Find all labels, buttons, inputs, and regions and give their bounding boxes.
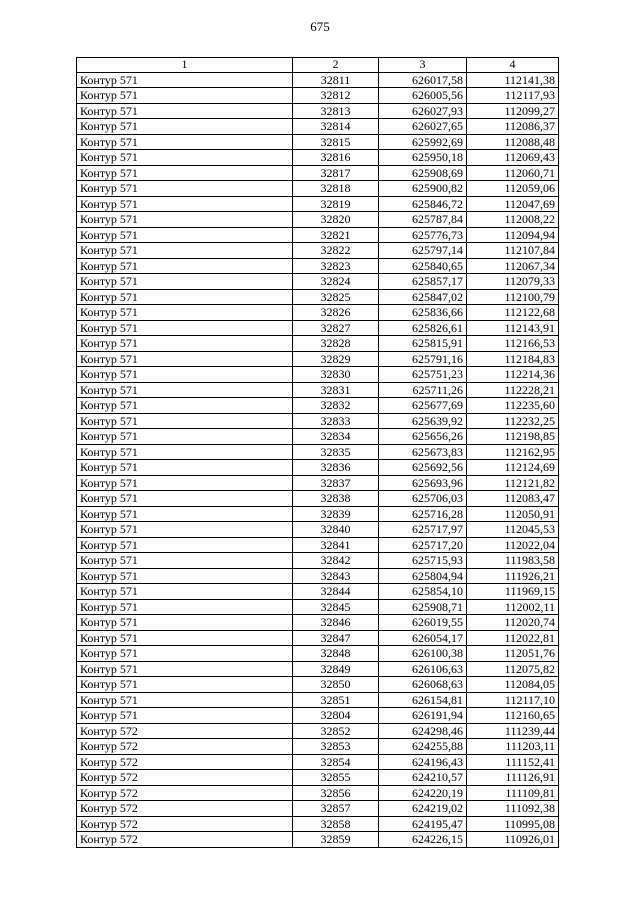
x-coordinate-cell: 626005,56 <box>379 88 467 104</box>
contour-name-cell: Контур 571 <box>77 491 293 507</box>
table-row <box>77 72 559 88</box>
point-number-cell: 32826 <box>293 305 379 321</box>
contour-name-cell: Контур 571 <box>77 382 293 398</box>
x-coordinate-cell: 625673,83 <box>379 444 467 460</box>
table-row <box>77 181 559 197</box>
y-coordinate-cell: 112084,05 <box>467 677 559 693</box>
point-number-cell: 32815 <box>293 134 379 150</box>
contour-name-cell: Контур 571 <box>77 677 293 693</box>
x-coordinate-cell: 626191,94 <box>379 708 467 724</box>
point-number-cell: 32858 <box>293 816 379 832</box>
table-row <box>77 88 559 104</box>
y-coordinate-cell: 112122,68 <box>467 305 559 321</box>
y-coordinate-cell: 111926,21 <box>467 568 559 584</box>
x-coordinate-cell: 625908,71 <box>379 599 467 615</box>
contour-name-cell: Контур 571 <box>77 568 293 584</box>
table-row <box>77 661 559 677</box>
table-row <box>77 150 559 166</box>
x-coordinate-cell: 626106,63 <box>379 661 467 677</box>
table-row <box>77 382 559 398</box>
x-coordinate-cell: 625711,26 <box>379 382 467 398</box>
table-row <box>77 165 559 181</box>
point-number-cell: 32812 <box>293 88 379 104</box>
table-row <box>77 336 559 352</box>
table-row <box>77 568 559 584</box>
x-coordinate-cell: 625716,28 <box>379 506 467 522</box>
table-row <box>77 258 559 274</box>
point-number-cell: 32830 <box>293 367 379 383</box>
y-coordinate-cell: 112086,37 <box>467 119 559 135</box>
table-row <box>77 739 559 755</box>
x-coordinate-cell: 625656,26 <box>379 429 467 445</box>
point-number-cell: 32833 <box>293 413 379 429</box>
point-number-cell: 32845 <box>293 599 379 615</box>
y-coordinate-cell: 110926,01 <box>467 832 559 848</box>
point-number-cell: 32837 <box>293 475 379 491</box>
x-coordinate-cell: 624226,15 <box>379 832 467 848</box>
y-coordinate-cell: 112099,27 <box>467 103 559 119</box>
y-coordinate-cell: 112022,81 <box>467 630 559 646</box>
table-row <box>77 754 559 770</box>
x-coordinate-cell: 625797,14 <box>379 243 467 259</box>
y-coordinate-cell: 112059,06 <box>467 181 559 197</box>
contour-name-cell: Контур 571 <box>77 119 293 135</box>
contour-name-cell: Контур 571 <box>77 413 293 429</box>
contour-name-cell: Контур 571 <box>77 661 293 677</box>
contour-name-cell: Контур 572 <box>77 723 293 739</box>
table-row <box>77 274 559 290</box>
y-coordinate-cell: 112162,95 <box>467 444 559 460</box>
point-number-cell: 32820 <box>293 212 379 228</box>
point-number-cell: 32827 <box>293 320 379 336</box>
x-coordinate-cell: 625908,69 <box>379 165 467 181</box>
contour-name-cell: Контур 571 <box>77 351 293 367</box>
table-row <box>77 351 559 367</box>
contour-name-cell: Контур 571 <box>77 646 293 662</box>
y-coordinate-cell: 111239,44 <box>467 723 559 739</box>
y-coordinate-cell: 110995,08 <box>467 816 559 832</box>
point-number-cell: 32817 <box>293 165 379 181</box>
y-coordinate-cell: 112124,69 <box>467 460 559 476</box>
point-number-cell: 32846 <box>293 615 379 631</box>
point-number-cell: 32855 <box>293 770 379 786</box>
contour-name-cell: Контур 572 <box>77 770 293 786</box>
contour-name-cell: Контур 571 <box>77 150 293 166</box>
y-coordinate-cell: 111203,11 <box>467 739 559 755</box>
x-coordinate-cell: 625815,91 <box>379 336 467 352</box>
x-coordinate-cell: 626054,17 <box>379 630 467 646</box>
y-coordinate-cell: 112184,83 <box>467 351 559 367</box>
point-number-cell: 32811 <box>293 72 379 88</box>
point-number-cell: 32838 <box>293 491 379 507</box>
table-row <box>77 320 559 336</box>
x-coordinate-cell: 626017,58 <box>379 72 467 88</box>
x-coordinate-cell: 624298,46 <box>379 723 467 739</box>
table-row <box>77 801 559 817</box>
point-number-cell: 32842 <box>293 553 379 569</box>
table-row <box>77 429 559 445</box>
contour-name-cell: Контур 571 <box>77 475 293 491</box>
x-coordinate-cell: 625791,16 <box>379 351 467 367</box>
x-coordinate-cell: 625854,10 <box>379 584 467 600</box>
table-row <box>77 770 559 786</box>
x-coordinate-cell: 624255,88 <box>379 739 467 755</box>
y-coordinate-cell: 112047,69 <box>467 196 559 212</box>
y-coordinate-cell: 112235,60 <box>467 398 559 414</box>
point-number-cell: 32816 <box>293 150 379 166</box>
table-row <box>77 522 559 538</box>
y-coordinate-cell: 112160,65 <box>467 708 559 724</box>
x-coordinate-cell: 625693,96 <box>379 475 467 491</box>
table-row <box>77 475 559 491</box>
y-coordinate-cell: 111152,41 <box>467 754 559 770</box>
column-header-2: 2 <box>293 58 379 73</box>
y-coordinate-cell: 111109,81 <box>467 785 559 801</box>
coordinates-table <box>76 57 559 848</box>
y-coordinate-cell: 112008,22 <box>467 212 559 228</box>
table-row <box>77 506 559 522</box>
point-number-cell: 32818 <box>293 181 379 197</box>
column-header-4: 4 <box>467 58 559 73</box>
table-row <box>77 367 559 383</box>
point-number-cell: 32823 <box>293 258 379 274</box>
point-number-cell: 32854 <box>293 754 379 770</box>
x-coordinate-cell: 625950,18 <box>379 150 467 166</box>
point-number-cell: 32853 <box>293 739 379 755</box>
contour-name-cell: Контур 571 <box>77 336 293 352</box>
table-body <box>77 72 559 847</box>
table-row <box>77 398 559 414</box>
contour-name-cell: Контур 571 <box>77 134 293 150</box>
point-number-cell: 32828 <box>293 336 379 352</box>
point-number-cell: 32835 <box>293 444 379 460</box>
x-coordinate-cell: 624195,47 <box>379 816 467 832</box>
table-row <box>77 646 559 662</box>
y-coordinate-cell: 111092,38 <box>467 801 559 817</box>
y-coordinate-cell: 112143,91 <box>467 320 559 336</box>
contour-name-cell: Контур 572 <box>77 754 293 770</box>
contour-name-cell: Контур 572 <box>77 816 293 832</box>
x-coordinate-cell: 625847,02 <box>379 289 467 305</box>
y-coordinate-cell: 112117,10 <box>467 692 559 708</box>
x-coordinate-cell: 625639,92 <box>379 413 467 429</box>
point-number-cell: 32832 <box>293 398 379 414</box>
contour-name-cell: Контур 572 <box>77 739 293 755</box>
point-number-cell: 32840 <box>293 522 379 538</box>
contour-name-cell: Контур 571 <box>77 444 293 460</box>
table-row <box>77 584 559 600</box>
table-row <box>77 692 559 708</box>
contour-name-cell: Контур 571 <box>77 429 293 445</box>
x-coordinate-cell: 625692,56 <box>379 460 467 476</box>
contour-name-cell: Контур 572 <box>77 801 293 817</box>
x-coordinate-cell: 625992,69 <box>379 134 467 150</box>
contour-name-cell: Контур 571 <box>77 367 293 383</box>
y-coordinate-cell: 112022,04 <box>467 537 559 553</box>
contour-name-cell: Контур 571 <box>77 320 293 336</box>
y-coordinate-cell: 112075,82 <box>467 661 559 677</box>
y-coordinate-cell: 112214,36 <box>467 367 559 383</box>
contour-name-cell: Контур 571 <box>77 460 293 476</box>
x-coordinate-cell: 625846,72 <box>379 196 467 212</box>
table-row <box>77 537 559 553</box>
table-row <box>77 785 559 801</box>
y-coordinate-cell: 112020,74 <box>467 615 559 631</box>
point-number-cell: 32821 <box>293 227 379 243</box>
point-number-cell: 32825 <box>293 289 379 305</box>
point-number-cell: 32859 <box>293 832 379 848</box>
point-number-cell: 32857 <box>293 801 379 817</box>
page-number: 675 <box>310 19 330 34</box>
table-row <box>77 413 559 429</box>
point-number-cell: 32848 <box>293 646 379 662</box>
contour-name-cell: Контур 571 <box>77 181 293 197</box>
y-coordinate-cell: 112069,43 <box>467 150 559 166</box>
table-row <box>77 491 559 507</box>
table-row <box>77 615 559 631</box>
y-coordinate-cell: 112045,53 <box>467 522 559 538</box>
x-coordinate-cell: 624210,57 <box>379 770 467 786</box>
point-number-cell: 32852 <box>293 723 379 739</box>
y-coordinate-cell: 112166,53 <box>467 336 559 352</box>
contour-name-cell: Контур 571 <box>77 243 293 259</box>
x-coordinate-cell: 626154,81 <box>379 692 467 708</box>
table-row <box>77 630 559 646</box>
y-coordinate-cell: 112232,25 <box>467 413 559 429</box>
x-coordinate-cell: 625900,82 <box>379 181 467 197</box>
x-coordinate-cell: 625826,61 <box>379 320 467 336</box>
contour-name-cell: Контур 571 <box>77 88 293 104</box>
point-number-cell: 32822 <box>293 243 379 259</box>
point-number-cell: 32814 <box>293 119 379 135</box>
x-coordinate-cell: 625787,84 <box>379 212 467 228</box>
y-coordinate-cell: 112050,91 <box>467 506 559 522</box>
table-row <box>77 599 559 615</box>
x-coordinate-cell: 625836,66 <box>379 305 467 321</box>
x-coordinate-cell: 625751,23 <box>379 367 467 383</box>
y-coordinate-cell: 112002,11 <box>467 599 559 615</box>
x-coordinate-cell: 625804,94 <box>379 568 467 584</box>
x-coordinate-cell: 625717,97 <box>379 522 467 538</box>
contour-name-cell: Контур 571 <box>77 522 293 538</box>
contour-name-cell: Контур 571 <box>77 196 293 212</box>
x-coordinate-cell: 625857,17 <box>379 274 467 290</box>
contour-name-cell: Контур 571 <box>77 506 293 522</box>
contour-name-cell: Контур 571 <box>77 258 293 274</box>
point-number-cell: 32824 <box>293 274 379 290</box>
table-row <box>77 196 559 212</box>
point-number-cell: 32804 <box>293 708 379 724</box>
table-header-row <box>77 58 559 73</box>
contour-name-cell: Контур 572 <box>77 785 293 801</box>
y-coordinate-cell: 111983,58 <box>467 553 559 569</box>
contour-name-cell: Контур 571 <box>77 708 293 724</box>
point-number-cell: 32849 <box>293 661 379 677</box>
contour-name-cell: Контур 571 <box>77 584 293 600</box>
contour-name-cell: Контур 571 <box>77 165 293 181</box>
contour-name-cell: Контур 571 <box>77 692 293 708</box>
point-number-cell: 32856 <box>293 785 379 801</box>
x-coordinate-cell: 626027,93 <box>379 103 467 119</box>
y-coordinate-cell: 111126,91 <box>467 770 559 786</box>
x-coordinate-cell: 624219,02 <box>379 801 467 817</box>
y-coordinate-cell: 112100,79 <box>467 289 559 305</box>
contour-name-cell: Контур 571 <box>77 537 293 553</box>
contour-name-cell: Контур 571 <box>77 553 293 569</box>
contour-name-cell: Контур 571 <box>77 398 293 414</box>
y-coordinate-cell: 112198,85 <box>467 429 559 445</box>
table-row <box>77 243 559 259</box>
y-coordinate-cell: 112228,21 <box>467 382 559 398</box>
table-row <box>77 119 559 135</box>
point-number-cell: 32851 <box>293 692 379 708</box>
table-row <box>77 227 559 243</box>
point-number-cell: 32819 <box>293 196 379 212</box>
point-number-cell: 32843 <box>293 568 379 584</box>
table-row <box>77 553 559 569</box>
contour-name-cell: Контур 571 <box>77 599 293 615</box>
table-row <box>77 832 559 848</box>
y-coordinate-cell: 112107,84 <box>467 243 559 259</box>
x-coordinate-cell: 626019,55 <box>379 615 467 631</box>
point-number-cell: 32829 <box>293 351 379 367</box>
x-coordinate-cell: 624220,19 <box>379 785 467 801</box>
table-row <box>77 103 559 119</box>
point-number-cell: 32813 <box>293 103 379 119</box>
contour-name-cell: Контур 571 <box>77 227 293 243</box>
y-coordinate-cell: 112083,47 <box>467 491 559 507</box>
contour-name-cell: Контур 571 <box>77 212 293 228</box>
y-coordinate-cell: 112060,71 <box>467 165 559 181</box>
y-coordinate-cell: 112051,76 <box>467 646 559 662</box>
y-coordinate-cell: 112079,33 <box>467 274 559 290</box>
table-row <box>77 816 559 832</box>
table-row <box>77 212 559 228</box>
point-number-cell: 32847 <box>293 630 379 646</box>
x-coordinate-cell: 626100,38 <box>379 646 467 662</box>
table-row <box>77 305 559 321</box>
y-coordinate-cell: 112067,34 <box>467 258 559 274</box>
x-coordinate-cell: 625715,93 <box>379 553 467 569</box>
table-row <box>77 289 559 305</box>
table-row <box>77 677 559 693</box>
table-row <box>77 723 559 739</box>
y-coordinate-cell: 112141,38 <box>467 72 559 88</box>
point-number-cell: 32844 <box>293 584 379 600</box>
x-coordinate-cell: 625840,65 <box>379 258 467 274</box>
contour-name-cell: Контур 571 <box>77 305 293 321</box>
contour-name-cell: Контур 571 <box>77 289 293 305</box>
point-number-cell: 32834 <box>293 429 379 445</box>
x-coordinate-cell: 625776,73 <box>379 227 467 243</box>
y-coordinate-cell: 112088,48 <box>467 134 559 150</box>
contour-name-cell: Контур 572 <box>77 832 293 848</box>
contour-name-cell: Контур 571 <box>77 72 293 88</box>
point-number-cell: 32841 <box>293 537 379 553</box>
point-number-cell: 32850 <box>293 677 379 693</box>
contour-name-cell: Контур 571 <box>77 615 293 631</box>
x-coordinate-cell: 625677,69 <box>379 398 467 414</box>
table-row <box>77 134 559 150</box>
x-coordinate-cell: 625717,20 <box>379 537 467 553</box>
column-header-3: 3 <box>379 58 467 73</box>
x-coordinate-cell: 626068,63 <box>379 677 467 693</box>
y-coordinate-cell: 111969,15 <box>467 584 559 600</box>
y-coordinate-cell: 112094,94 <box>467 227 559 243</box>
point-number-cell: 32836 <box>293 460 379 476</box>
table-row <box>77 444 559 460</box>
table-row <box>77 708 559 724</box>
y-coordinate-cell: 112121,82 <box>467 475 559 491</box>
y-coordinate-cell: 112117,93 <box>467 88 559 104</box>
point-number-cell: 32831 <box>293 382 379 398</box>
point-number-cell: 32839 <box>293 506 379 522</box>
contour-name-cell: Контур 571 <box>77 103 293 119</box>
x-coordinate-cell: 624196,43 <box>379 754 467 770</box>
x-coordinate-cell: 625706,03 <box>379 491 467 507</box>
column-header-1: 1 <box>77 58 293 73</box>
contour-name-cell: Контур 571 <box>77 630 293 646</box>
table-row <box>77 460 559 476</box>
contour-name-cell: Контур 571 <box>77 274 293 290</box>
x-coordinate-cell: 626027,65 <box>379 119 467 135</box>
